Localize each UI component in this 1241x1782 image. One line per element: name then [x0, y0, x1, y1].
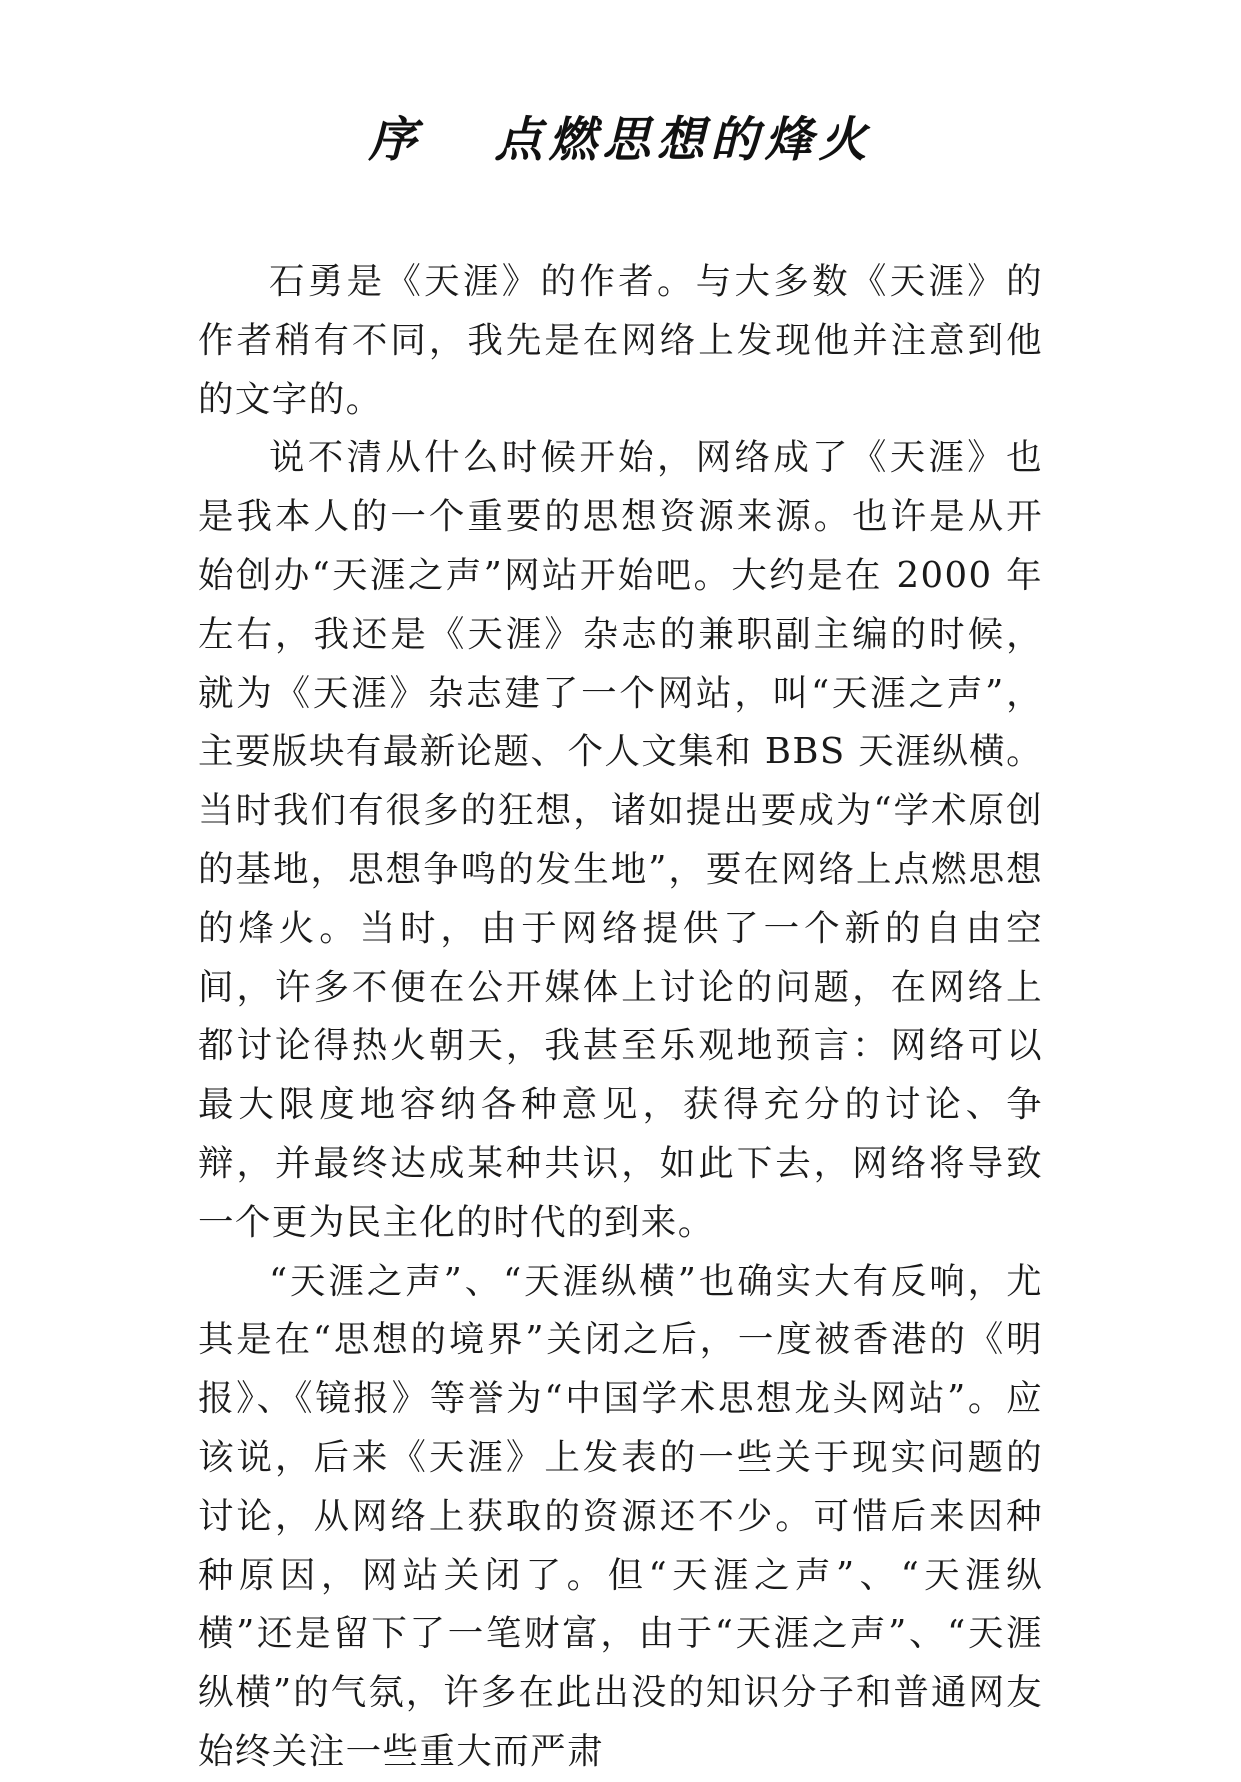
title-main: 点燃思想的烽火 — [494, 112, 873, 168]
body-text — [198, 253, 1043, 1782]
paragraph: 说不清从什么时候开始，网络成了《天涯》也是我本人的一个重要的思想资源来源。也许是从开始创办“天涯之声”网站开始吧。大约是在 2000 年左右，我还是《天涯》杂志的兼职副主编的时候，就为《天涯》杂志建了一个网站，叫“天涯之声”，主要版块有最新论题、个人文集和 BBS 天涯纵横。当时我们有很多的狂想，诸如提出要成为“学术原创的基地，思想争鸣的发生地”，要在网络上点燃思想的烽火。当时，由于网络提供了一个新的自由空间，许多不便在公开媒体上讨论的问题，在网络上都讨论得热火朝天，我甚至乐观地预言：网络可以最大限度地容纳各种意见，获得充分的讨论、争辩，并最终达成某种共识，如此下去，网络将导致一个更为民主化的时代的到来。 — [198, 437, 1043, 1243]
page-title — [0, 108, 1241, 172]
paragraph: 石勇是《天涯》的作者。与大多数《天涯》的作者稍有不同，我先是在网络上发现他并注意到他的文字的。 — [198, 261, 1043, 420]
paragraph: “天涯之声”、“天涯纵横”也确实大有反响，尤其是在“思想的境界”关闭之后，一度被香港的《明报》、《镜报》等誉为“中国学术思想龙头网站”。应该说，后来《天涯》上发表的一些关于现实问题的讨论，从网络上获取的资源还不少。可惜后来因种种原因，网站关闭了。但“天涯之声”、“天涯纵横”还是留下了一笔财富，由于“天涯之声”、“天涯纵横”的气氛，许多在此出没的知识分子和普通网友始终关注一些重大而严肃 — [198, 1260, 1043, 1772]
title-prefix: 序 — [368, 112, 423, 168]
